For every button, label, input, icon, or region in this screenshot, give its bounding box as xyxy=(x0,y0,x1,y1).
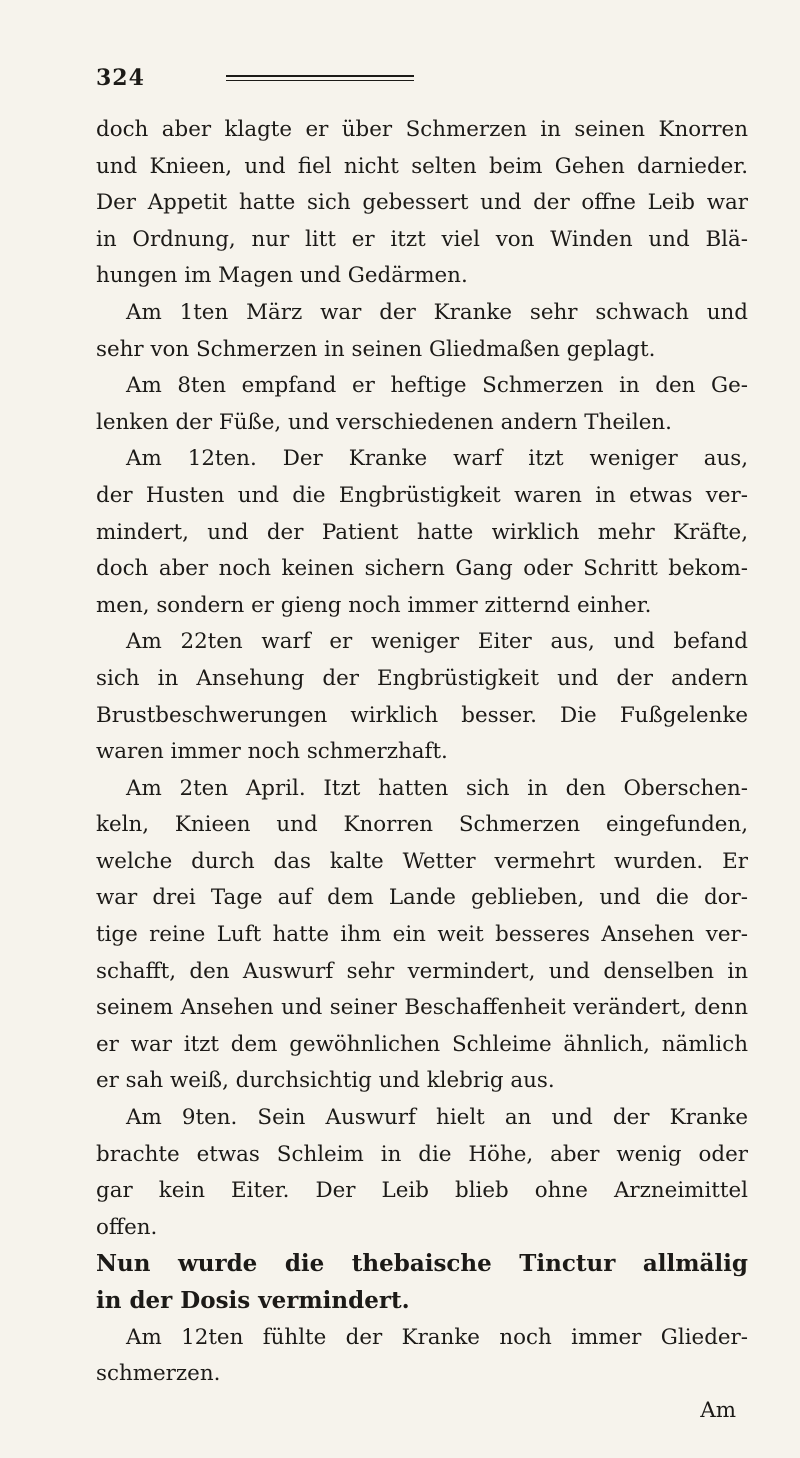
body-text xyxy=(96,112,748,1393)
text-line: sich in Ansehung der Engbrüstigkeit und der andern xyxy=(96,665,748,691)
catchword: Am xyxy=(700,1397,736,1423)
text-line: waren immer noch schmerzhaft. xyxy=(96,739,448,765)
page-header xyxy=(96,58,748,98)
text-line: in der Dosis vermindert. xyxy=(96,1287,410,1314)
page-number: 324 xyxy=(96,65,145,91)
text-line: tige reine Luft hatte ihm ein weit besseres Ansehen ver- xyxy=(96,922,748,948)
text-line: er sah weiß, durchsichtig und klebrig aus. xyxy=(96,1068,555,1094)
text-line: der Husten und die Engbrüstigkeit waren in etwas ver- xyxy=(96,482,748,508)
text-line: brachte etwas Schleim in die Höhe, aber wenig oder xyxy=(96,1141,748,1167)
header-rule xyxy=(226,75,414,81)
text-line: in Ordnung, nur litt er itzt viel von Winden und Blä- xyxy=(96,226,748,252)
text-line: Der Appetit hatte sich gebessert und der offne Leib war xyxy=(96,190,748,216)
text-line: offen. xyxy=(96,1214,158,1240)
text-line: Am 12ten. Der Kranke warf itzt weniger aus, xyxy=(126,446,748,472)
text-line: doch aber noch keinen sichern Gang oder Schritt bekom- xyxy=(96,556,748,582)
text-line: men, sondern er gieng noch immer zitternd einher. xyxy=(96,592,652,618)
text-line: doch aber klagte er über Schmerzen in seinen Knorren xyxy=(96,117,748,142)
text-line: keln, Knieen und Knorren Schmerzen eingefunden, xyxy=(96,812,748,838)
text-line: Am 1ten März war der Kranke sehr schwach und xyxy=(126,299,748,325)
text-line: Brustbeschwerungen wirklich besser. Die Fußgelenke xyxy=(96,702,748,728)
text-line: hungen im Magen und Gedärmen. xyxy=(96,263,468,289)
text-line: Am 22ten warf er weniger Eiter aus, und befand xyxy=(126,629,748,655)
text-line: mindert, und der Patient hatte wirklich mehr Kräfte, xyxy=(96,519,748,545)
text-line: seinem Ansehen und seiner Beschaffenheit verändert, denn xyxy=(96,995,748,1021)
text-line: Am 8ten empfand er heftige Schmerzen in den Ge- xyxy=(126,373,748,399)
text-line: Am 2ten April. Itzt hatten sich in den Oberschen- xyxy=(126,775,748,801)
text-line: Am 9ten. Sein Auswurf hielt an und der Kranke xyxy=(126,1105,748,1131)
text-line: sehr von Schmerzen in seinen Gliedmaßen geplagt. xyxy=(96,336,656,362)
text-line: schafft, den Auswurf sehr vermindert, und denselben in xyxy=(96,958,748,984)
text-line: war drei Tage auf dem Lande geblieben, und die dor- xyxy=(96,885,748,911)
text-line: welche durch das kalte Wetter vermehrt wurden. Er xyxy=(96,848,748,874)
text-line: Am 12ten fühlte der Kranke noch immer Glieder- xyxy=(126,1324,748,1350)
text-line: lenken der Füße, und verschiedenen andern Theilen. xyxy=(96,409,672,435)
text-line: gar kein Eiter. Der Leib blieb ohne Arzneimittel xyxy=(96,1178,748,1204)
text-line: schmerzen. xyxy=(96,1361,221,1387)
text-line: er war itzt dem gewöhnlichen Schleime ähnlich, nämlich xyxy=(96,1031,748,1057)
text-line: und Knieen, und fiel nicht selten beim Gehen darnieder. xyxy=(96,153,748,179)
text-line: Nun wurde die thebaische Tinctur allmälig xyxy=(96,1250,748,1278)
